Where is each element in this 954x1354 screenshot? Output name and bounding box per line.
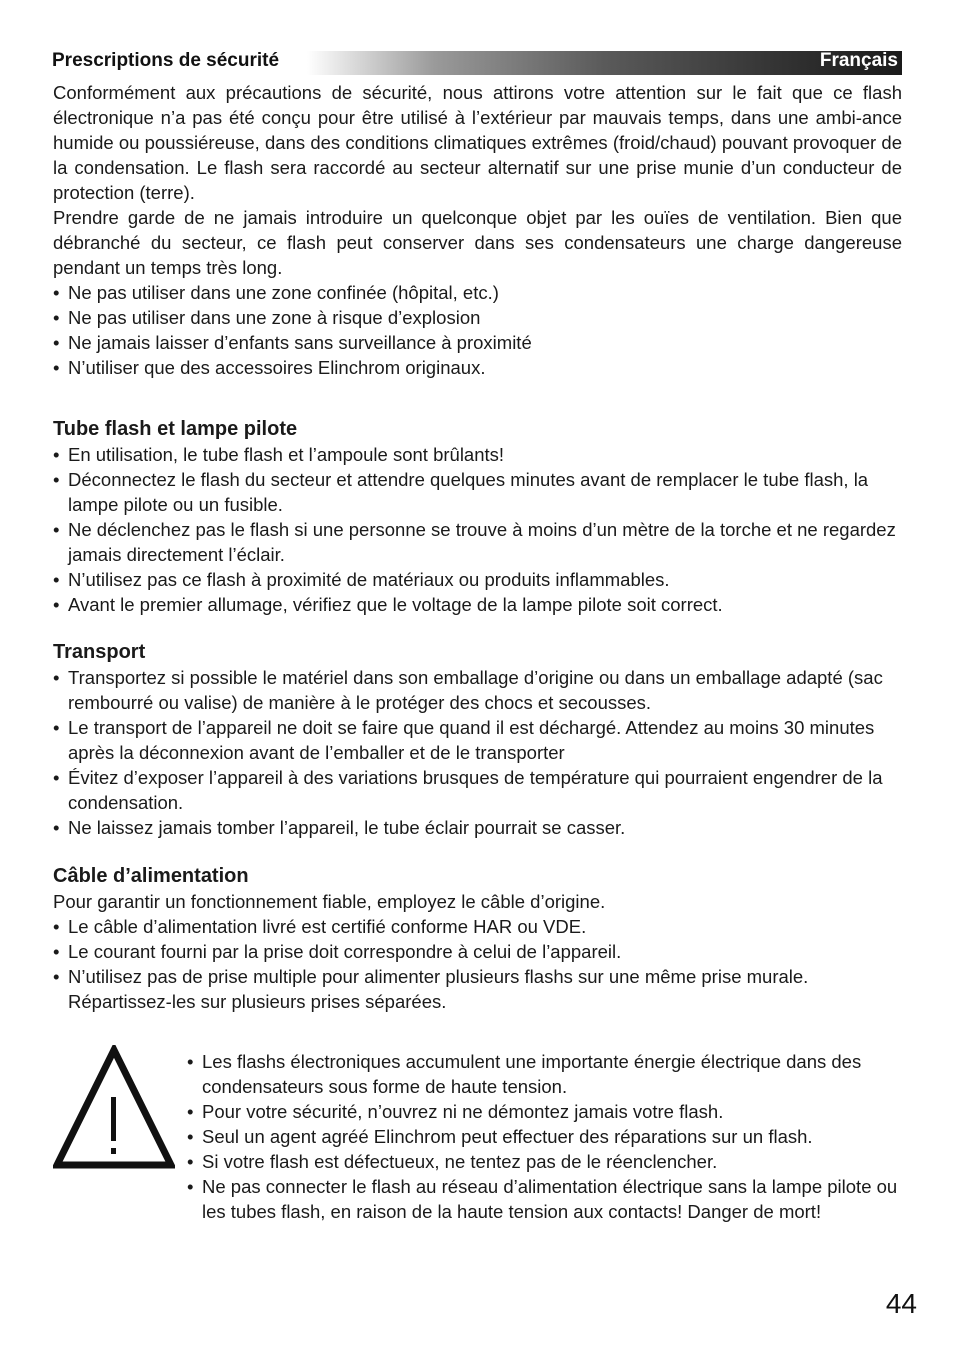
list-item: • N’utilisez pas de prise multiple pour alimenter plusieurs flashs sur une même prise murale. Répartissez-les sur plusieurs prises séparées. (53, 964, 902, 1014)
intro-paragraph-2: Prendre garde de ne jamais introduire un quelconque objet par les ouïes de ventilation. Bien que débranché du secteur, ce flash peut conserver dans ses condensateurs une charge dangereuse pendant un temps très long. (53, 207, 902, 278)
spacer (53, 840, 902, 864)
main-content (53, 80, 902, 1014)
warning-block (53, 1045, 902, 1255)
list-item: • N’utilisez pas ce flash à proximité de matériaux ou produits inflammables. (53, 567, 902, 592)
list-item: • N’utiliser que des accessoires Elinchrom originaux. (53, 355, 902, 380)
transport-bullet-list (53, 665, 902, 840)
intro-bullet-list (53, 280, 902, 380)
list-item: • Pour votre sécurité, n’ouvrez ni ne démontez jamais votre flash. (187, 1099, 902, 1124)
warning-bullet-list (187, 1049, 902, 1224)
header-bar (52, 51, 902, 75)
list-item: • Transportez si possible le matériel dans son emballage d’origine ou dans un emballage adapté (sac rembourré ou valise) de manière à le protéger des chocs et secousses. (53, 665, 902, 715)
list-item: • Les flashs électroniques accumulent une importante énergie électrique dans des condensateurs sous forme de haute tension. (187, 1049, 902, 1099)
list-item: • En utilisation, le tube flash et l’ampoule sont brûlants! (53, 442, 902, 467)
spacer (53, 380, 902, 417)
intro-paragraph-1: Conformément aux précautions de sécurité, nous attirons votre attention sur le fait que ce flash électronique n’a pas été conçu pour être utilisé à l’extérieur par mauvais temps, dans une ambi-ance humide ou poussiéreuse, dans des conditions climatiques extrêmes (froid/chaud) pouvant provoquer de la condensation. Le flash sera raccordé au secteur alternatif sur une prise munie d’un conducteur de protection (terre). (53, 82, 902, 203)
list-item: • Le courant fourni par la prise doit correspondre à celui de l’appareil. (53, 939, 902, 964)
list-item: • Seul un agent agréé Elinchrom peut effectuer des réparations sur un flash. (187, 1124, 902, 1149)
section-title-transport: Transport (53, 641, 146, 663)
section-title-cable: Câble d’alimentation (53, 865, 249, 887)
section-title-tube-flash: Tube flash et lampe pilote (53, 418, 298, 440)
list-item: • Le transport de l’appareil ne doit se faire que quand il est déchargé. Attendez au moins 30 minutes après la déconnexion avant de l’emballer et de le transporter (53, 715, 902, 765)
page-number: 44 (885, 1288, 917, 1319)
language-label: Français (819, 50, 898, 71)
list-item: • Avant le premier allumage, vérifiez que le voltage de la lampe pilote soit correct. (53, 592, 902, 617)
page-title: Prescriptions de sécurité (52, 50, 280, 71)
warning-triangle-icon (53, 1045, 175, 1170)
tube-flash-bullet-list (53, 442, 902, 617)
list-item: • Évitez d’exposer l’appareil à des variations brusques de température qui pourraient engendrer de la condensation. (53, 765, 902, 815)
spacer (53, 617, 902, 640)
cable-bullet-list (53, 914, 902, 1014)
list-item: • Si votre flash est défectueux, ne tentez pas de le réenclencher. (187, 1149, 902, 1174)
list-item: • Le câble d’alimentation livré est certifié conforme HAR ou VDE. (53, 914, 902, 939)
list-item: • Ne pas connecter le flash au réseau d’alimentation électrique sans la lampe pilote ou les tubes flash, en raison de la haute tension aux contacts! Danger de mort! (187, 1174, 902, 1224)
cable-intro: Pour garantir un fonctionnement fiable, employez le câble d’origine. (53, 891, 606, 912)
list-item: • Ne jamais laisser d’enfants sans surveillance à proximité (53, 330, 902, 355)
list-item: • Déconnectez le flash du secteur et attendre quelques minutes avant de remplacer le tube flash, la lampe pilote ou un fusible. (53, 467, 902, 517)
list-item: • Ne déclenchez pas le flash si une personne se trouve à moins d’un mètre de la torche et ne regardez jamais directement l’éclair. (53, 517, 902, 567)
list-item: • Ne pas utiliser dans une zone confinée (hôpital, etc.) (53, 280, 902, 305)
list-item: • Ne laissez jamais tomber l’appareil, le tube éclair pourrait se casser. (53, 815, 902, 840)
list-item: • Ne pas utiliser dans une zone à risque d’explosion (53, 305, 902, 330)
